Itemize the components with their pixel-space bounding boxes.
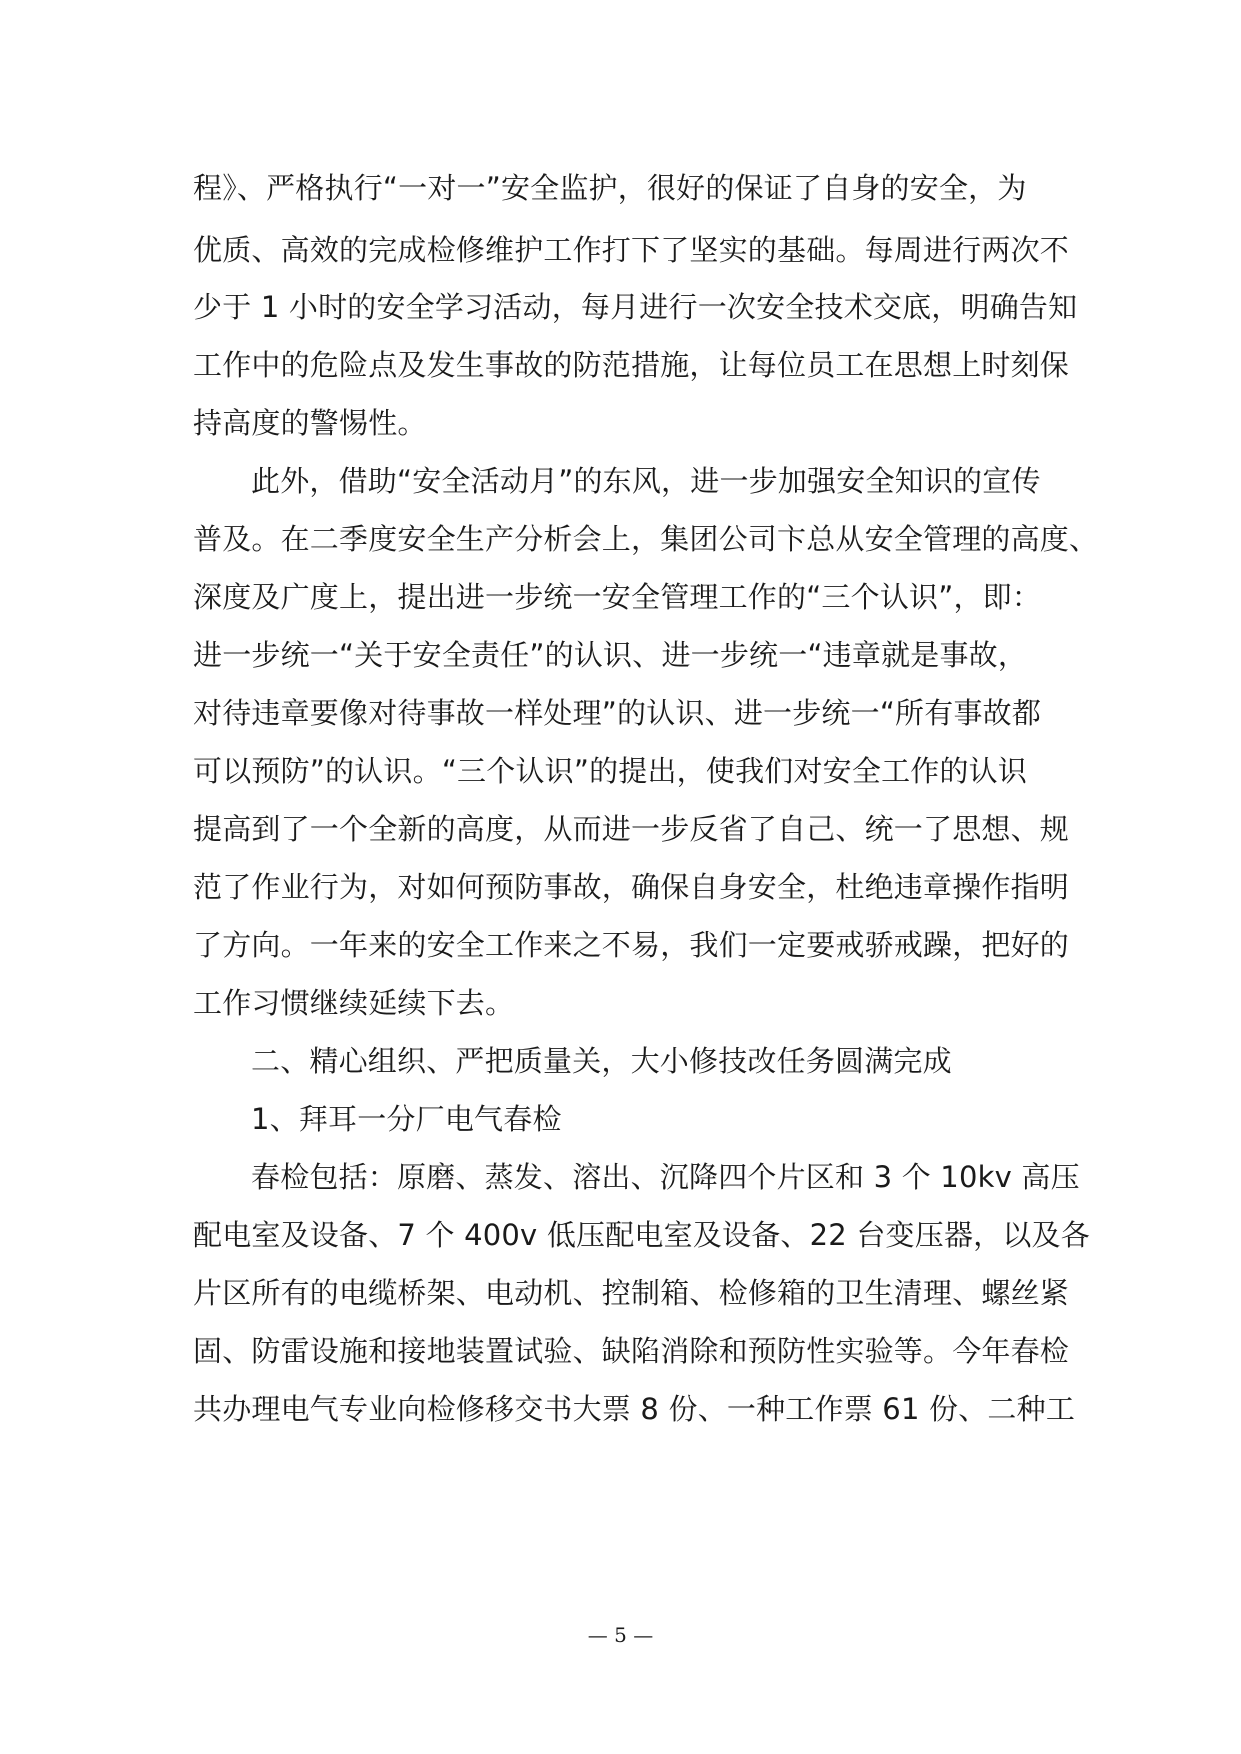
section-heading: 二、精心组织、严把质量关，大小修技改任务圆满完成 bbox=[251, 1044, 952, 1078]
text-line: 持高度的警惕性。 bbox=[193, 406, 427, 440]
text-line: 共办理电气专业向检修移交书大票 8 份、一种工作票 61 份、二种工 bbox=[193, 1392, 1076, 1426]
text-line: 普及。在二季度安全生产分析会上，集团公司卞总从安全管理的高度、 bbox=[193, 522, 1099, 556]
text-line: 配电室及设备、7 个 400v 低压配电室及设备、22 台变压器，以及各 bbox=[193, 1218, 1090, 1252]
text-line: 可以预防”的认识。“三个认识”的提出，使我们对安全工作的认识 bbox=[193, 754, 1028, 788]
text-line: 了方向。一年来的安全工作来之不易，我们一定要戒骄戒躁，把好的 bbox=[193, 928, 1070, 962]
text-line: 片区所有的电缆桥架、电动机、控制箱、检修箱的卫生清理、螺丝紧 bbox=[193, 1276, 1070, 1310]
subsection-heading: 1、拜耳一分厂电气春检 bbox=[251, 1102, 562, 1136]
text-line: 进一步统一“关于安全责任”的认识、进一步统一“违章就是事故， bbox=[193, 638, 1028, 672]
text-line: 范了作业行为，对如何预防事故，确保自身安全，杜绝违章操作指明 bbox=[193, 870, 1070, 904]
paragraph-first-line: 此外，借助“安全活动月”的东风，进一步加强安全知识的宣传 bbox=[251, 464, 1041, 498]
text-line: 程》、严格执行“一对一”安全监护，很好的保证了自身的安全，为 bbox=[193, 171, 1027, 205]
text-line: 少于 1 小时的安全学习活动，每月进行一次安全技术交底，明确告知 bbox=[193, 290, 1078, 324]
text-line: 优质、高效的完成检修维护工作打下了坚实的基础。每周进行两次不 bbox=[193, 233, 1070, 267]
paragraph-first-line: 春检包括：原磨、蒸发、溶出、沉降四个片区和 3 个 10kv 高压 bbox=[251, 1160, 1080, 1194]
text-line: 对待违章要像对待事故一样处理”的认识、进一步统一“所有事故都 bbox=[193, 696, 1042, 730]
text-line: 固、防雷设施和接地装置试验、缺陷消除和预防性实验等。今年春检 bbox=[193, 1334, 1070, 1368]
text-line: 工作习惯继续延续下去。 bbox=[193, 986, 515, 1020]
text-line: 工作中的危险点及发生事故的防范措施，让每位员工在思想上时刻保 bbox=[193, 348, 1070, 382]
page-number: — 5 — bbox=[587, 1623, 654, 1647]
text-line: 提高到了一个全新的高度，从而进一步反省了自己、统一了思想、规 bbox=[193, 812, 1070, 846]
text-line: 深度及广度上，提出进一步统一安全管理工作的“三个认识”，即： bbox=[193, 580, 1042, 614]
